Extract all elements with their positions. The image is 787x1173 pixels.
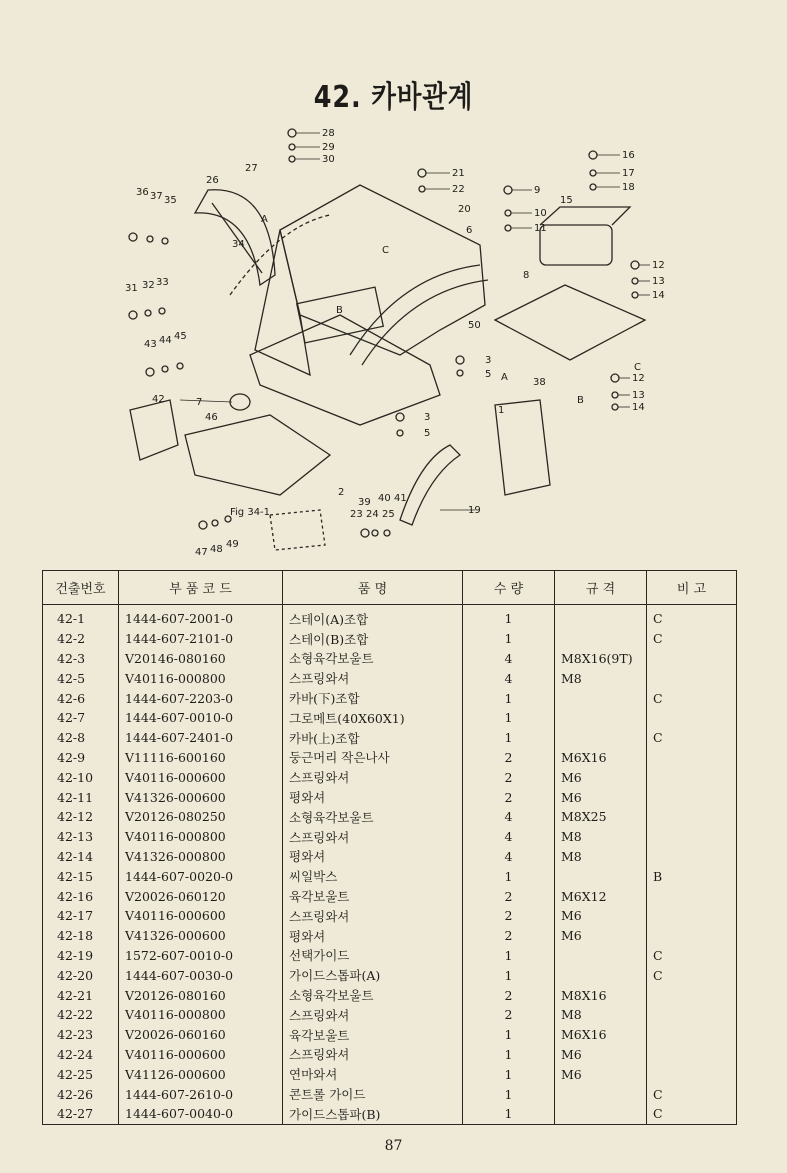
- part-name-cell: 소형육각보울트: [283, 807, 463, 827]
- svg-text:25: 25: [382, 509, 395, 520]
- table-row: [43, 629, 737, 649]
- part-code-cell: V40116-000800: [119, 827, 283, 847]
- spec-cell: M6: [555, 787, 647, 807]
- table-row: [43, 1104, 737, 1124]
- svg-text:3: 3: [485, 355, 492, 366]
- svg-text:3: 3: [424, 412, 431, 423]
- remarks-cell: [647, 985, 737, 1005]
- svg-text:34: 34: [232, 239, 245, 250]
- item-no-cell: 42-3: [43, 649, 119, 669]
- item-no-cell: 42-26: [43, 1084, 119, 1104]
- spec-cell: M6: [555, 1045, 647, 1065]
- part-name-cell: 스프링와셔: [283, 906, 463, 926]
- table-row: [43, 787, 737, 807]
- svg-text:32: 32: [142, 280, 155, 291]
- remarks-cell: C: [647, 965, 737, 985]
- quantity-cell: 2: [463, 906, 555, 926]
- remarks-cell: [647, 748, 737, 768]
- header-remarks: 비 고: [647, 571, 737, 605]
- svg-text:47: 47: [195, 547, 208, 558]
- svg-text:Fig 34-1: Fig 34-1: [230, 507, 271, 518]
- spec-cell: M6: [555, 767, 647, 787]
- spec-cell: [555, 1084, 647, 1104]
- item-no-cell: 42-1: [43, 605, 119, 629]
- svg-text:1: 1: [498, 405, 505, 416]
- item-no-cell: 42-13: [43, 827, 119, 847]
- quantity-cell: 1: [463, 1084, 555, 1104]
- svg-text:28: 28: [322, 128, 335, 139]
- quantity-cell: 1: [463, 728, 555, 748]
- svg-text:36: 36: [136, 187, 149, 198]
- part-name-cell: 스프링와셔: [283, 668, 463, 688]
- svg-text:38: 38: [533, 377, 546, 388]
- remarks-cell: [647, 1005, 737, 1025]
- quantity-cell: 1: [463, 708, 555, 728]
- spec-cell: M8: [555, 1005, 647, 1025]
- spec-cell: [555, 728, 647, 748]
- svg-text:12: 12: [632, 373, 645, 384]
- remarks-cell: B: [647, 866, 737, 886]
- table-row: [43, 1064, 737, 1084]
- item-no-cell: 42-20: [43, 965, 119, 985]
- item-no-cell: 42-19: [43, 946, 119, 966]
- part-code-cell: V20026-060120: [119, 886, 283, 906]
- cover-lower-46-shape: [185, 415, 330, 495]
- svg-text:39: 39: [358, 497, 371, 508]
- table-row: [43, 807, 737, 827]
- spec-cell: M8X25: [555, 807, 647, 827]
- table-row: [43, 649, 737, 669]
- quantity-cell: 2: [463, 748, 555, 768]
- remarks-cell: C: [647, 688, 737, 708]
- quantity-cell: 1: [463, 688, 555, 708]
- remarks-cell: [647, 708, 737, 728]
- part-code-cell: V41326-000600: [119, 787, 283, 807]
- remarks-cell: C: [647, 1104, 737, 1124]
- table-row: [43, 965, 737, 985]
- item-no-cell: 42-9: [43, 748, 119, 768]
- svg-text:15: 15: [560, 195, 573, 206]
- svg-text:C: C: [634, 362, 641, 373]
- remarks-cell: C: [647, 946, 737, 966]
- spec-cell: [555, 1104, 647, 1124]
- part-name-cell: 씨일박스: [283, 866, 463, 886]
- table-row: [43, 605, 737, 629]
- spec-cell: [555, 708, 647, 728]
- quantity-cell: 2: [463, 985, 555, 1005]
- item-no-cell: 42-16: [43, 886, 119, 906]
- part-code-cell: V20126-080250: [119, 807, 283, 827]
- svg-text:41: 41: [394, 493, 407, 504]
- svg-text:29: 29: [322, 142, 335, 153]
- part-code-cell: V40116-000600: [119, 1045, 283, 1065]
- part-name-cell: 소형육각보울트: [283, 985, 463, 1005]
- spec-cell: M8: [555, 827, 647, 847]
- remarks-cell: C: [647, 605, 737, 629]
- item-no-cell: 42-23: [43, 1025, 119, 1045]
- svg-text:17: 17: [622, 168, 635, 179]
- item-no-cell: 42-24: [43, 1045, 119, 1065]
- quantity-cell: 1: [463, 866, 555, 886]
- part-name-cell: 스테이(B)조합: [283, 629, 463, 649]
- table-row: [43, 847, 737, 867]
- item-no-cell: 42-2: [43, 629, 119, 649]
- spec-cell: [555, 605, 647, 629]
- header-spec: 규 격: [555, 571, 647, 605]
- part-code-cell: V20126-080160: [119, 985, 283, 1005]
- quantity-cell: 2: [463, 787, 555, 807]
- spec-cell: M6X12: [555, 886, 647, 906]
- cover-upper-shape: [495, 285, 645, 360]
- part-code-cell: 1444-607-0020-0: [119, 866, 283, 886]
- quantity-cell: 2: [463, 886, 555, 906]
- svg-text:5: 5: [485, 369, 492, 380]
- part-name-cell: 육각보울트: [283, 886, 463, 906]
- part-name-cell: 육각보울트: [283, 1025, 463, 1045]
- remarks-cell: [647, 827, 737, 847]
- svg-text:48: 48: [210, 544, 223, 555]
- svg-text:45: 45: [174, 331, 187, 342]
- svg-text:C: C: [382, 245, 389, 256]
- remarks-cell: [647, 926, 737, 946]
- svg-text:30: 30: [322, 154, 335, 165]
- part-name-cell: 평와셔: [283, 926, 463, 946]
- item-no-cell: 42-21: [43, 985, 119, 1005]
- table-row: [43, 668, 737, 688]
- guide-26-shape: [195, 190, 275, 285]
- quantity-cell: 4: [463, 807, 555, 827]
- part-name-cell: 카바(上)조합: [283, 728, 463, 748]
- svg-text:31: 31: [125, 283, 138, 294]
- svg-text:5: 5: [424, 428, 431, 439]
- svg-text:8: 8: [523, 270, 530, 281]
- remarks-cell: [647, 767, 737, 787]
- svg-text:16: 16: [622, 150, 635, 161]
- item-no-cell: 42-25: [43, 1064, 119, 1084]
- svg-text:49: 49: [226, 539, 239, 550]
- part-name-cell: 스프링와셔: [283, 767, 463, 787]
- bolt-icons: [129, 129, 639, 537]
- remarks-cell: C: [647, 629, 737, 649]
- spec-cell: M6X16: [555, 1025, 647, 1045]
- part-code-cell: 1444-607-2203-0: [119, 688, 283, 708]
- plate-42-shape: [130, 400, 178, 460]
- quantity-cell: 4: [463, 827, 555, 847]
- part-name-cell: 평와셔: [283, 847, 463, 867]
- part-code-cell: V20146-080160: [119, 649, 283, 669]
- part-name-cell: 연마와셔: [283, 1064, 463, 1084]
- svg-text:18: 18: [622, 182, 635, 193]
- header-part-code: 부 품 코 드: [119, 571, 283, 605]
- svg-text:42: 42: [152, 394, 165, 405]
- svg-text:50: 50: [468, 320, 481, 331]
- part-name-cell: 평와셔: [283, 787, 463, 807]
- quantity-cell: 1: [463, 629, 555, 649]
- parts-table: [42, 570, 737, 1125]
- quantity-cell: 4: [463, 847, 555, 867]
- item-no-cell: 42-8: [43, 728, 119, 748]
- part-code-cell: 1444-607-2001-0: [119, 605, 283, 629]
- page-number: 87: [384, 1138, 403, 1154]
- svg-text:A: A: [501, 372, 508, 383]
- svg-text:44: 44: [159, 335, 172, 346]
- item-no-cell: 42-10: [43, 767, 119, 787]
- quantity-cell: 1: [463, 1045, 555, 1065]
- table-row: [43, 728, 737, 748]
- spec-cell: M8X16(9T): [555, 649, 647, 669]
- part-name-cell: 콘트롤 가이드: [283, 1084, 463, 1104]
- svg-text:14: 14: [652, 290, 665, 301]
- svg-text:24: 24: [366, 509, 379, 520]
- guide-19-shape: [400, 445, 460, 525]
- svg-text:14: 14: [632, 402, 645, 413]
- remarks-cell: [647, 1045, 737, 1065]
- svg-text:22: 22: [452, 184, 465, 195]
- table-row: [43, 906, 737, 926]
- svg-text:37: 37: [150, 191, 163, 202]
- part-name-cell: 가이드스톱파(B): [283, 1104, 463, 1124]
- quantity-cell: 1: [463, 965, 555, 985]
- part-code-cell: 1444-607-0040-0: [119, 1104, 283, 1124]
- remarks-cell: C: [647, 728, 737, 748]
- table-row: [43, 827, 737, 847]
- item-no-cell: 42-7: [43, 708, 119, 728]
- svg-text:43: 43: [144, 339, 157, 350]
- svg-text:35: 35: [164, 195, 177, 206]
- part-code-cell: 1444-607-2610-0: [119, 1084, 283, 1104]
- item-no-cell: 42-12: [43, 807, 119, 827]
- spec-cell: [555, 688, 647, 708]
- part-code-cell: V20026-060160: [119, 1025, 283, 1045]
- header-item-no: 건출번호: [43, 571, 119, 605]
- svg-text:20: 20: [458, 204, 471, 215]
- spec-cell: M6X16: [555, 748, 647, 768]
- item-no-cell: 42-11: [43, 787, 119, 807]
- spec-cell: M6: [555, 1064, 647, 1084]
- svg-text:2: 2: [338, 487, 345, 498]
- table-row: [43, 866, 737, 886]
- remarks-cell: [647, 847, 737, 867]
- svg-text:19: 19: [468, 505, 481, 516]
- table-row: [43, 946, 737, 966]
- part-code-cell: V41126-000600: [119, 1064, 283, 1084]
- table-row: [43, 767, 737, 787]
- part-code-cell: V40116-000800: [119, 668, 283, 688]
- part-code-cell: V11116-600160: [119, 748, 283, 768]
- remarks-cell: C: [647, 1084, 737, 1104]
- quantity-cell: 1: [463, 1064, 555, 1084]
- part-code-cell: 1444-607-0030-0: [119, 965, 283, 985]
- quantity-cell: 1: [463, 946, 555, 966]
- part-name-cell: 스프링와셔: [283, 1045, 463, 1065]
- item-no-cell: 42-15: [43, 866, 119, 886]
- svg-text:27: 27: [245, 163, 258, 174]
- part-code-cell: V41326-000800: [119, 847, 283, 867]
- part-name-cell: 카바(下)조합: [283, 688, 463, 708]
- quantity-cell: 2: [463, 1005, 555, 1025]
- part-code-cell: 1444-607-2101-0: [119, 629, 283, 649]
- svg-text:13: 13: [632, 390, 645, 401]
- svg-text:A: A: [261, 214, 268, 225]
- svg-text:6: 6: [466, 225, 473, 236]
- item-no-cell: 42-18: [43, 926, 119, 946]
- spec-cell: [555, 946, 647, 966]
- part-name-cell: 소형육각보울트: [283, 649, 463, 669]
- part-name-cell: 가이드스톱파(A): [283, 965, 463, 985]
- part-name-cell: 둥근머리 작은나사: [283, 748, 463, 768]
- part-code-cell: 1572-607-0010-0: [119, 946, 283, 966]
- item-no-cell: 42-6: [43, 688, 119, 708]
- spec-cell: M6: [555, 906, 647, 926]
- svg-text:33: 33: [156, 277, 169, 288]
- table-row: [43, 1025, 737, 1045]
- part-code-cell: V40116-000600: [119, 906, 283, 926]
- svg-text:26: 26: [206, 175, 219, 186]
- quantity-cell: 2: [463, 926, 555, 946]
- table-row: [43, 1005, 737, 1025]
- part-name-cell: 그로메트(40X60X1): [283, 708, 463, 728]
- exploded-parts-diagram: [100, 115, 680, 565]
- svg-text:13: 13: [652, 276, 665, 287]
- svg-text:B: B: [336, 305, 343, 316]
- svg-text:23: 23: [350, 509, 363, 520]
- quantity-cell: 1: [463, 1025, 555, 1045]
- seal-box-shape: [540, 225, 612, 265]
- svg-text:7: 7: [196, 397, 203, 408]
- quantity-cell: 4: [463, 649, 555, 669]
- remarks-cell: [647, 1064, 737, 1084]
- item-no-cell: 42-22: [43, 1005, 119, 1025]
- table-header-row: [43, 571, 737, 605]
- part-name-cell: 스테이(A)조합: [283, 605, 463, 629]
- remarks-cell: [647, 649, 737, 669]
- spec-cell: [555, 965, 647, 985]
- part-code-cell: V40116-000800: [119, 1005, 283, 1025]
- table-row: [43, 1045, 737, 1065]
- spec-cell: M8X16: [555, 985, 647, 1005]
- table-row: [43, 985, 737, 1005]
- frame-lower-shape: [250, 315, 440, 425]
- spec-cell: M8: [555, 847, 647, 867]
- page-title: 42. 카바관계: [313, 80, 474, 115]
- remarks-cell: [647, 787, 737, 807]
- header-part-name: 품 명: [283, 571, 463, 605]
- svg-text:12: 12: [652, 260, 665, 271]
- svg-text:11: 11: [534, 223, 547, 234]
- table-row: [43, 886, 737, 906]
- grommet-shape: [230, 394, 250, 410]
- part-code-cell: 1444-607-2401-0: [119, 728, 283, 748]
- item-no-cell: 42-17: [43, 906, 119, 926]
- table-row: [43, 688, 737, 708]
- quantity-cell: 2: [463, 767, 555, 787]
- part-name-cell: 선택가이드: [283, 946, 463, 966]
- part-code-cell: 1444-607-0010-0: [119, 708, 283, 728]
- remarks-cell: [647, 668, 737, 688]
- header-quantity: 수 량: [463, 571, 555, 605]
- table-row: [43, 1084, 737, 1104]
- svg-text:9: 9: [534, 185, 541, 196]
- table-row: [43, 708, 737, 728]
- svg-text:10: 10: [534, 208, 547, 219]
- part-name-cell: 스프링와셔: [283, 827, 463, 847]
- table-row: [43, 748, 737, 768]
- remarks-cell: [647, 807, 737, 827]
- remarks-cell: [647, 886, 737, 906]
- svg-text:B: B: [577, 395, 584, 406]
- part-code-cell: V40116-000600: [119, 767, 283, 787]
- spec-cell: [555, 629, 647, 649]
- svg-text:46: 46: [205, 412, 218, 423]
- quantity-cell: 4: [463, 668, 555, 688]
- part-code-cell: V41326-000600: [119, 926, 283, 946]
- item-no-cell: 42-5: [43, 668, 119, 688]
- quantity-cell: 1: [463, 1104, 555, 1124]
- remarks-cell: [647, 1025, 737, 1045]
- item-no-cell: 42-27: [43, 1104, 119, 1124]
- svg-text:21: 21: [452, 168, 465, 179]
- spec-cell: [555, 866, 647, 886]
- spec-cell: M8: [555, 668, 647, 688]
- remarks-cell: [647, 906, 737, 926]
- svg-text:40: 40: [378, 493, 391, 504]
- table-row: [43, 926, 737, 946]
- item-no-cell: 42-14: [43, 847, 119, 867]
- spec-cell: M6: [555, 926, 647, 946]
- part-name-cell: 스프링와셔: [283, 1005, 463, 1025]
- quantity-cell: 1: [463, 605, 555, 629]
